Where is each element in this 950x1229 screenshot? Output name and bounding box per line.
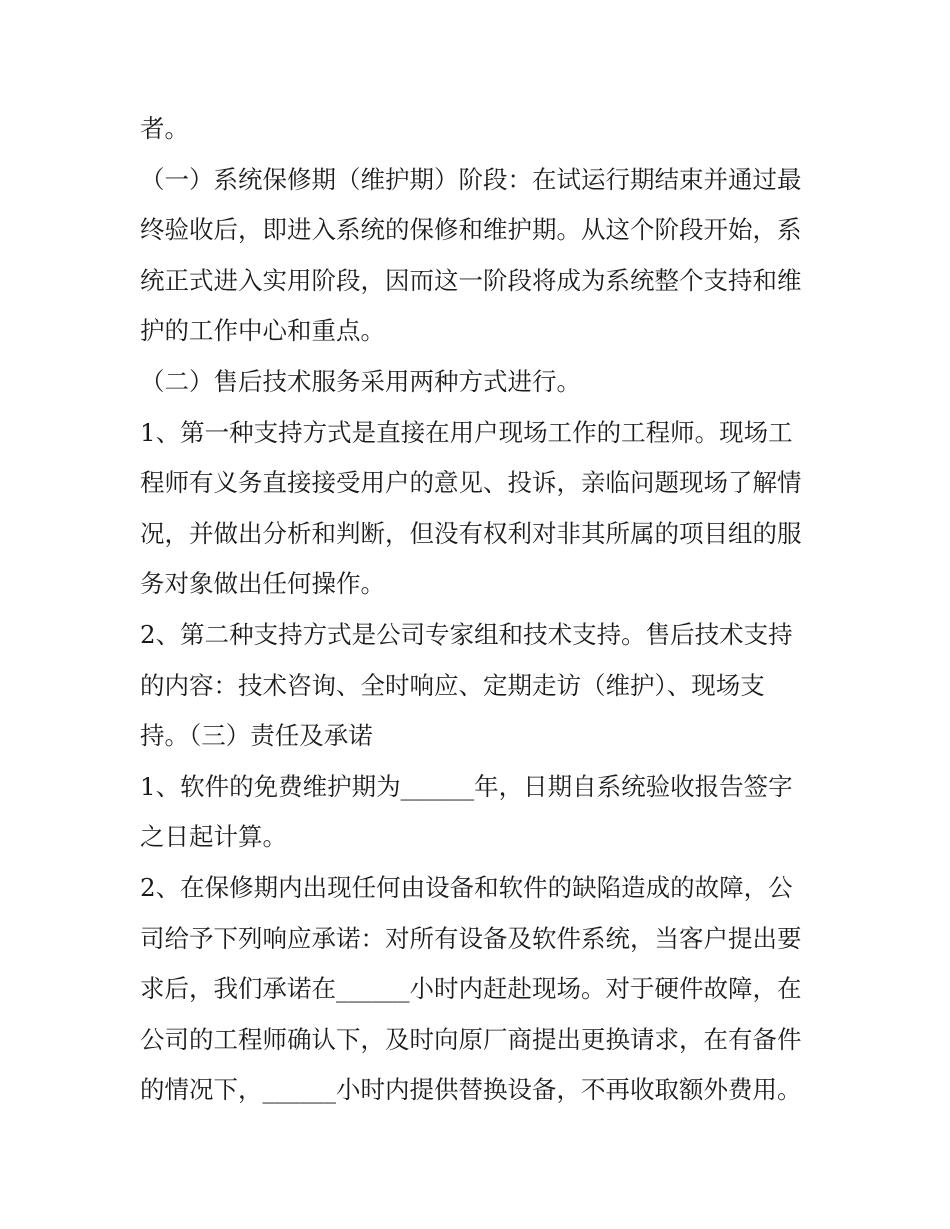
text-line: 务对象做出任何操作。 xyxy=(140,569,385,599)
text-line: 护的工作中心和重点。 xyxy=(140,316,385,346)
text-line: 持。（三）责任及承诺 xyxy=(140,721,373,751)
text-line: 2、在保修期内出现任何由设备和软件的缺陷造成的故障，公 xyxy=(140,872,793,902)
document-body xyxy=(140,104,820,1116)
text-line: 终验收后，即进入系统的保修和维护期。从这个阶段开始，系 xyxy=(140,215,802,245)
text-line: 公司的工程师确认下，及时向原厂商提出更换请求，在有备件 xyxy=(140,1024,802,1054)
text-line: 1、第一种支持方式是直接在用户现场工作的工程师。现场工 xyxy=(140,417,793,447)
text-line: 的内容：技术咨询、全时响应、定期走访（维护）、现场支 xyxy=(140,670,765,700)
text-line: 者。 xyxy=(140,114,189,143)
text-line: 的情况下，______小时内提供替换设备，不再收取额外费用。 xyxy=(140,1075,802,1105)
text-line: （二）售后技术服务采用两种方式进行。 xyxy=(140,366,581,396)
text-line: 之日起计算。 xyxy=(140,822,287,852)
text-line: 1、软件的免费维护期为______年，日期自系统验收报告签字 xyxy=(140,771,793,801)
text-line: 司给予下列响应承诺：对所有设备及软件系统，当客户提出要 xyxy=(140,923,802,953)
text-line: 程师有义务直接接受用户的意见、投诉，亲临问题现场了解情 xyxy=(140,468,802,498)
text-line: 统正式进入实用阶段，因而这一阶段将成为系统整个支持和维 xyxy=(140,265,802,295)
text-line: （一）系统保修期（维护期）阶段：在试运行期结束并通过最 xyxy=(140,164,802,194)
text-line: 况，并做出分析和判断，但没有权利对非其所属的项目组的服 xyxy=(140,518,802,548)
text-line: 求后，我们承诺在______小时内赶赴现场。对于硬件故障，在 xyxy=(140,974,802,1004)
text-line: 2、第二种支持方式是公司专家组和技术支持。售后技术支持 xyxy=(140,619,793,649)
